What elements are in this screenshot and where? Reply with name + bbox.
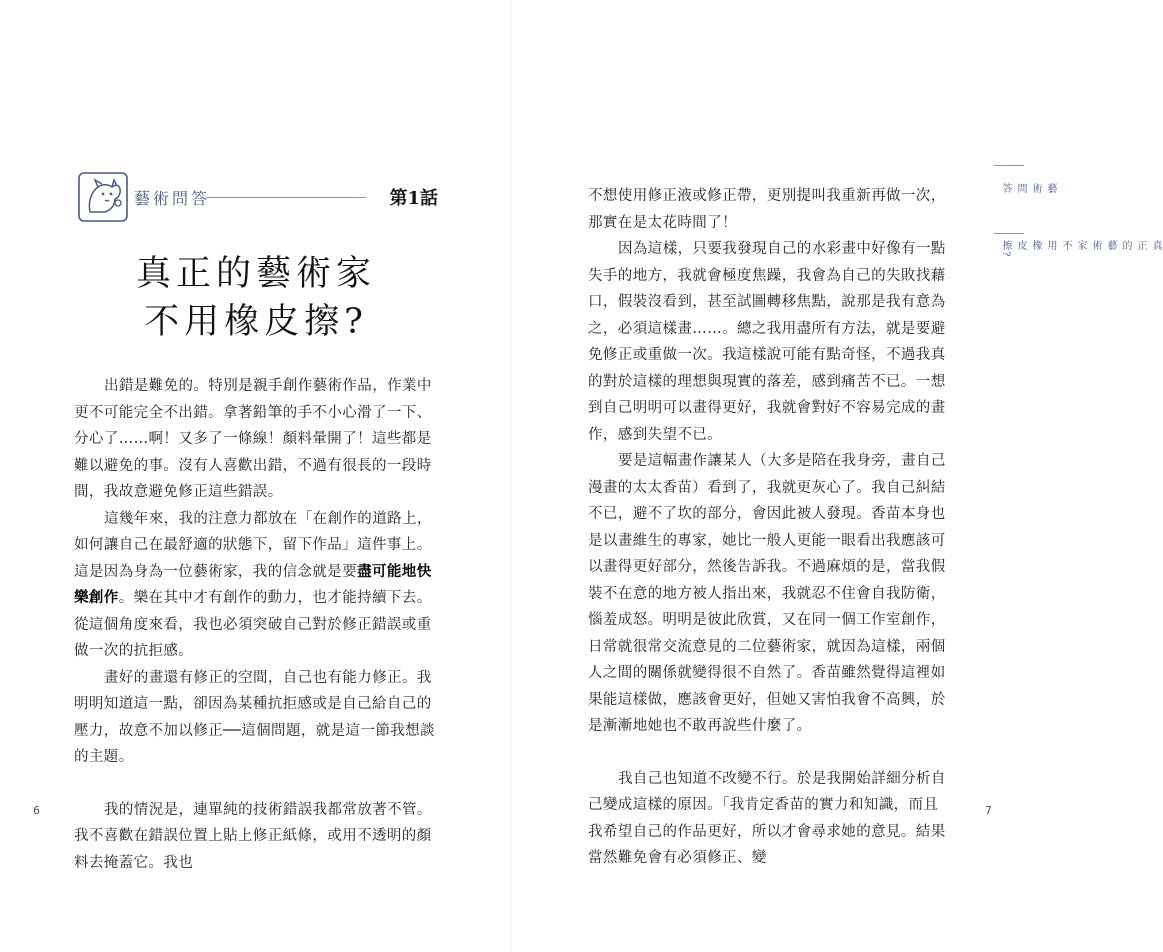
title-line-1: 真正的藝術家 — [135, 254, 376, 294]
paragraph: 我的情況是，連單純的技術錯誤我都常放著不管。我不喜歡在錯誤位置上貼上修正紙條，或用不透明的顏料去掩蓋它。我也 — [74, 801, 432, 871]
header-rule — [206, 197, 366, 198]
article-title — [100, 250, 412, 346]
paragraph: 要是這幅畫作讓某人（大多是陪在我身旁，畫自己漫畫的太太香苗）看到了，我就更灰心了。我自己糾結不已，避不了坎的部分，會因此被人發現。香苗本身也是以畫維生的專家，她比一般人更能一眼看出我應該可以畫得更好部分，然後告訴我。不過麻煩的是，當我假裝不在意的地方被人指出來，我就忍不住會自我防衛，惱羞成怒。明明是彼此欣賞，又在同一個工作室創作，日常就很常交流意見的二位藝術家，就因為這樣，兩個人之間的關係就變得很不自然了。香苗雖然覺得這裡如果能這樣做，應該會更好，但她又害怕我會不高興，於是漸漸地她也不敢再說些什麼了。 — [588, 453, 946, 734]
left-body-text — [74, 373, 440, 876]
running-head-rule — [994, 233, 1024, 234]
right-body-text — [588, 183, 950, 872]
paragraph: 不想使用修正液或修正帶，更別提叫我重新再做一次，那實在是太花時間了！ — [588, 188, 946, 231]
paragraph: 我自己也知道不改變不行。於是我開始詳細分析自己變成這樣的原因。「我肯定香苗的實力和知識，而且我希望自己的作品更好，所以才會尋求她的意見。結果當然難免會有必須修正、變 — [588, 770, 946, 866]
paragraph-text: 這幾年來，我的注意力都放在「在創作的道路上，如何讓自己在最舒適的狀態下，留下作品」這件事上。這是因為身為一位藝術家，我的信念就是要 — [74, 510, 432, 580]
page-number: 7 — [985, 804, 992, 817]
running-head-rule — [994, 165, 1024, 166]
paragraph: 畫好的畫還有修正的空間，自己也有能力修正。我明明知道這一點，卻因為某種抗拒感或是自己給自己的壓力，故意不加以修正──這個問題，就是這一節我想談的主題。 — [74, 669, 435, 765]
page-number: 6 — [33, 804, 40, 817]
title-line-2: 不用橡皮擦? — [144, 302, 368, 342]
chapter-label: 第1話 — [389, 188, 438, 209]
chapter-header — [78, 172, 438, 222]
paragraph — [74, 506, 440, 665]
paragraph: 出錯是難免的。特別是親手創作藝術作品，作業中更不可能完全不出錯。拿著鉛筆的手不小心滑了一下、分心了……啊！又多了一條線！顏料暈開了！這些都是難以避免的事。沒有人喜歡出錯，不過有很長的一段時間，我故意避免修正這些錯誤。 — [74, 378, 432, 500]
running-head-chapter: 真正的藝術家不用橡皮擦? — [1000, 240, 1161, 258]
cat-sketch-icon — [78, 172, 128, 222]
emphasis-text: 盡可能地快樂創作 — [74, 562, 432, 606]
paragraph-text: 。樂在其中才有創作的動力，也才能持續下去。從這個角度來看，我也必須突破自己對於修正錯誤或重做一次的抗拒感。 — [74, 590, 432, 659]
running-head-section: 藝術問答 — [1000, 183, 1056, 194]
paragraph: 因為這樣，只要我發現自己的水彩畫中好像有一點失手的地方，我就會極度焦躁，我會為自己的失敗找藉口，假裝沒看到，甚至試圖轉移焦點，說那是我有意為之，必須這樣畫……。總之我用盡所有方法，就是要避免修正或重做一次。我這樣說可能有點奇怪，不過我真的對於這樣的理想與現實的落差，感到痛苦不已。一想到自己明明可以畫得更好，我就會對好不容易完成的畫作，感到失望不已。 — [588, 241, 946, 443]
section-title: 藝術問答 — [134, 189, 211, 208]
left-page — [0, 0, 512, 952]
